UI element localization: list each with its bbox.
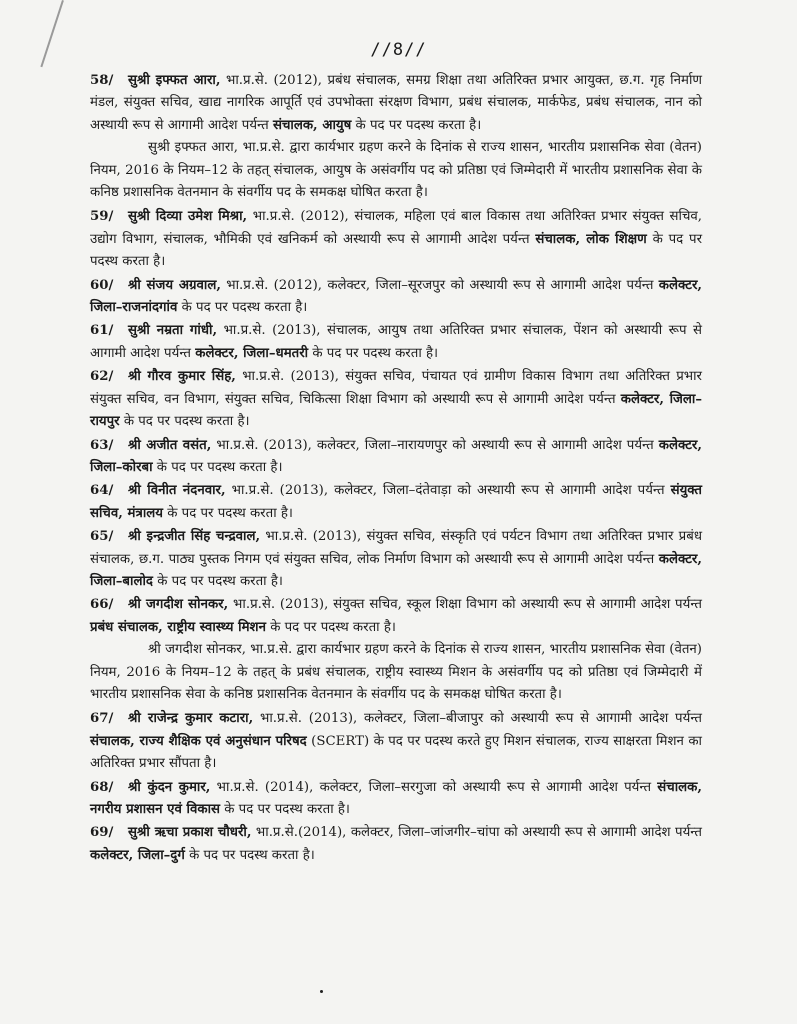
order-entry: [90, 205, 702, 273]
page-number: //8//: [370, 40, 427, 60]
new-posting: कलेक्टर, जिला–कोरबा: [90, 437, 702, 475]
entry-number: 63/: [90, 437, 114, 453]
entry-number: 69/: [90, 825, 114, 841]
officer-name: श्री गौरव कुमार सिंह,: [128, 369, 236, 385]
entry-text: भा.प्र.से.(2014), कलेक्टर, जिला–जांजगीर–चांपा को अस्थायी रूप से आगामी आदेश पर्यन्त: [251, 825, 702, 841]
entry-text: भा.प्र.से. (2013), संयुक्त सचिव, पंचायत एवं ग्रामीण विकास विभाग तथा अतिरिक्त प्रभार संयुक्त सचिव, वन विभाग, संयुक्त सचिव, चिकित्सा शिक्षा विभाग को अस्थायी रूप से आगामी आदेश पर्यन्त: [90, 369, 702, 407]
new-posting: संचालक, राज्य शैक्षिक एवं अनुसंधान परिषद: [90, 733, 307, 749]
order-entry: [90, 274, 702, 320]
entry-text: भा.प्र.से. (2014), कलेक्टर, जिला–सरगुजा को अस्थायी रूप से आगामी आदेश पर्यन्त: [210, 779, 658, 795]
entry-text: भा.प्र.से. (2013), कलेक्टर, जिला–दंतेवाड़ा को अस्थायी रूप से आगामी आदेश पर्यन्त: [225, 483, 671, 499]
entry-number: 68/: [90, 779, 114, 795]
entry-text-end: के पद पर पदस्थ करता है।: [351, 117, 482, 133]
entry-number: 66/: [90, 597, 114, 613]
officer-name: सुश्री इफ्फत आरा,: [128, 73, 221, 88]
entry-text: भा.प्र.से. (2013), कलेक्टर, जिला–नारायणपुर को अस्थायी रूप से आगामी आदेश पर्यन्त: [211, 437, 659, 453]
entry-text: भा.प्र.से. (2013), संयुक्त सचिव, संस्कृति एवं पर्यटन विभाग तथा अतिरिक्त प्रभार प्रबंध संचालक, छ.ग. पाठ्य पुस्तक निगम एवं संयुक्त सचिव, लोक निर्माण विभाग को अस्थायी रूप से आगामी आदेश पर्यन्त: [90, 529, 703, 567]
officer-name: श्री अजीत वसंत,: [128, 437, 212, 453]
officer-name: सुश्री ऋचा प्रकाश चौधरी,: [128, 825, 252, 841]
order-entry: [90, 70, 702, 137]
officer-name: श्री राजेन्द्र कुमार कटारा,: [128, 711, 254, 727]
equivalence-note: श्री जगदीश सोनकर, भा.प्र.से. द्वारा कार्यभार ग्रहण करने के दिनांक से राज्य शासन, भारतीय प्रशासनिक सेवा (वेतन) नियम, 2016 के नियम–12 के तहत् के प्रबंध संचालक, राष्ट्रीय स्वास्थ्य मिशन के असंवर्गीय पद को प्रतिष्ठा एवं जिम्मेदारी में भारतीय प्रशासनिक सेवा के कनिष्ठ प्रशासनिक वेतनमान के संवर्गीय पद के समकक्ष घोषित करता है।: [90, 642, 702, 702]
order-entry: [90, 821, 702, 867]
order-entry: [90, 593, 702, 639]
entry-text: भा.प्र.से. (2012), कलेक्टर, जिला–सूरजपुर को अस्थायी रूप से आगामी आदेश पर्यन्त: [220, 277, 659, 293]
entry-number: 65/: [90, 529, 114, 545]
entry-text-end: के पद पर पदस्थ करता है।: [177, 300, 308, 316]
new-posting: कलेक्टर, जिला–राजनांदगांव: [90, 277, 703, 316]
entry-text-end: के पद पर पदस्थ करता है।: [265, 619, 396, 635]
entry-number: 61/: [90, 323, 114, 339]
new-posting: संचालक, नगरीय प्रशासन एवं विकास: [90, 779, 702, 817]
new-posting: संचालक, आयुष: [272, 117, 352, 133]
entry-text: भा.प्र.से. (2012), प्रबंध संचालक, समग्र शिक्षा तथा अतिरिक्त प्रभार आयुक्त, छ.ग. गृह निर्माण मंडल, संयुक्त सचिव, खाद्य नागरिक आपूर्ति एवं उपभोक्ता संरक्षण विभाग, प्रबंध संचालक, मार्कफेड, प्रबंध संचालक, नान को अस्थायी रूप से आगामी आदेश पर्यन्त: [90, 73, 703, 133]
officer-name: सुश्री दिव्या उमेश मिश्रा,: [128, 209, 248, 225]
entry-text-end: के पद पर पदस्थ करता है।: [163, 505, 293, 521]
new-posting: कलेक्टर, जिला–रायपुर: [90, 391, 702, 430]
officer-name: श्री जगदीश सोनकर,: [128, 597, 229, 613]
new-posting: प्रबंध संचालक, राष्ट्रीय स्वास्थ्य मिशन: [90, 619, 266, 635]
order-entry: [90, 319, 702, 365]
order-body: [90, 70, 702, 867]
entry-text-end: के पद पर पदस्थ करता है।: [119, 414, 250, 430]
entry-text: भा.प्र.से. (2012), संचालक, महिला एवं बाल विकास तथा अतिरिक्त प्रभार संयुक्त सचिव, उद्योग विभाग, संचालक, भौमिकी एवं खनिकर्म को अस्थायी रूप से आगामी आदेश पर्यन्त: [90, 209, 703, 247]
entry-number: 60/: [90, 277, 114, 293]
order-entry: [90, 776, 702, 822]
entry-text-end: (SCERT) के पद पर पदस्थ करते हुए मिशन संचालक, राज्य साक्षरता मिशन का अतिरिक्त प्रभार सौंपता है।: [90, 733, 702, 772]
new-posting: कलेक्टर, जिला–बालोद: [90, 551, 702, 589]
officer-name: श्री संजय अग्रवाल,: [128, 277, 221, 293]
entry-text-end: के पद पर पदस्थ करता है।: [220, 802, 350, 817]
entry-number: 62/: [90, 369, 114, 385]
entry-text-end: के पद पर पदस्थ करता है।: [152, 459, 283, 475]
new-posting: कलेक्टर, जिला–धमतरी: [195, 345, 309, 361]
entry-number: 67/: [90, 711, 114, 727]
entry-text: भा.प्र.से. (2013), संचालक, आयुष तथा अतिरिक्त प्रभार संचालक, पेंशन को अस्थायी रूप से आगामी आदेश पर्यन्त: [90, 323, 703, 361]
order-entry: [90, 479, 702, 525]
entry-text-end: के पद पर पदस्थ करता है।: [184, 847, 315, 863]
entry-text-end: के पद पर पदस्थ करता है।: [90, 231, 703, 270]
entry-text-end: के पद पर पदस्थ करता है।: [308, 345, 439, 361]
entry-number: 58/: [90, 73, 114, 88]
entry-text: भा.प्र.से. (2013), कलेक्टर, जिला–बीजापुर को अस्थायी रूप से आगामी आदेश पर्यन्त: [253, 711, 702, 727]
equivalence-note: सुश्री इफ्फत आरा, भा.प्र.से. द्वारा कार्यभार ग्रहण करने के दिनांक से राज्य शासन, भारतीय प्रशासनिक सेवा (वेतन) नियम, 2016 के नियम–12 के तहत् संचालक, आयुष के असंवर्गीय पद को प्रतिष्ठा एवं जिम्मेदारी में भारतीय प्रशासनिक सेवा के कनिष्ठ प्रशासनिक वेतनमान के संवर्गीय पद के समकक्ष घोषित करता है।: [90, 140, 702, 201]
new-posting: संयुक्त सचिव, मंत्रालय: [90, 483, 702, 521]
officer-name: सुश्री नम्रता गांधी,: [128, 323, 218, 339]
entry-number: 59/: [90, 209, 114, 225]
order-entry: [90, 525, 702, 593]
order-entry: [90, 707, 702, 775]
entry-text: भा.प्र.से. (2013), संयुक्त सचिव, स्कूल शिक्षा विभाग को अस्थायी रूप से आगामी आदेश पर्यन्त: [228, 597, 702, 613]
officer-name: श्री कुंदन कुमार,: [128, 779, 211, 795]
officer-name: श्री इन्द्रजीत सिंह चन्द्रवाल,: [128, 529, 261, 545]
officer-name: श्री विनीत नंदनवार,: [128, 483, 226, 499]
new-posting: कलेक्टर, जिला–दुर्ग: [90, 847, 185, 863]
new-posting: संचालक, लोक शिक्षण: [535, 231, 647, 247]
order-entry: [90, 365, 702, 433]
entry-text-end: के पद पर पदस्थ करता है।: [152, 573, 283, 589]
scan-speck: [320, 990, 323, 993]
entry-number: 64/: [90, 483, 114, 499]
order-entry: [90, 434, 702, 480]
